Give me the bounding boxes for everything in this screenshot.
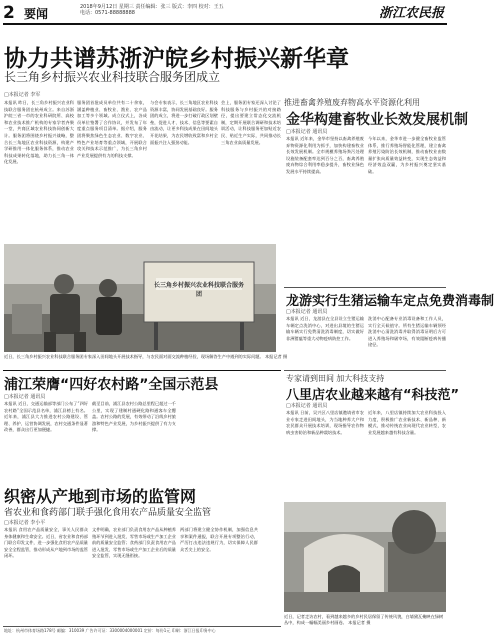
page-number: 2 bbox=[3, 3, 15, 23]
lead-headline: 协力共谱苏浙沪皖乡村振兴新华章 bbox=[4, 46, 349, 72]
lead-column-1: 本报讯 昨日，长三角乡村振兴农业科技联合服务团在杭州成立。来自苏浙沪皖三省一市的农业科研院所、高校和农业技术推广机构的专家学者齐聚一堂，共商区域农业科技协同创新大计。服务团将围绕乡村振兴战略，整合长三角地区农业科技资源，构建产学研推用一体化服务体系，推动农业科技成果转化落地，助力长三角一体化发展。 bbox=[4, 100, 74, 165]
bottom-left-byline: □本报记者 通讯员 bbox=[4, 394, 46, 400]
right-mid-byline: □本报记者 通讯员 bbox=[286, 309, 328, 315]
bottom-main-headline: 织密从产地到市场的监管网 bbox=[4, 487, 197, 506]
right-mid-column-2: 洗消中心配备专业消毒设备和工作人员，实行全天候值守。所有生猪运输车辆须经洗消中心清洗消毒并取得消毒证明后方可进入养殖场和屠宰场，有效阻断疫病传播途径。 bbox=[368, 316, 446, 348]
bottom-main-column-1: 本报讯 食用农产品质量安全，事关人民群众身体健康和生命安全。近日，省农业和食药部门联合印发文件，进一步强化食用农产品质量安全全程监管，推动形成从产地到市场的监管闭环。 bbox=[4, 527, 88, 559]
bottom-left-column-2: 截至目前，浦江县农村公路总里程已超过一千公里，实现了建制村通硬化路和通客车全覆盖。农村公路的发展，有效带动了沿线乡村旅游和特色产业发展，为乡村振兴提供了有力支撑。 bbox=[92, 401, 176, 433]
right-lower-kicker: 专家请到田间 加大科技支持 bbox=[286, 374, 385, 383]
lead-photo-caption: 近日，长三角乡村振兴农业科技联合服务团专家深入田间地头开展技术指导，与农民面对面交流种植经验，现场解答生产中遇到的实际问题。 本报记者 摄 bbox=[4, 354, 288, 359]
lead-photo bbox=[4, 244, 276, 352]
lead-subhead: 长三角乡村振兴农业科技联合服务团成立 bbox=[4, 70, 221, 84]
footer-info: 地址：杭州市体育场路178号 邮编：310039 广告许可证：3300004000001 定价：每份1元 印刷：浙江日报印务中心 bbox=[4, 628, 216, 633]
bottom-main-column-2: 文件明确，农业部门负责食用农产品从种植养殖环节到进入批发、零售市场或生产加工企业前的质量安全监管；食药部门负责食用农产品进入批发、零售市场或生产加工企业后的质量安全监管，实现无缝衔接。 bbox=[92, 527, 176, 559]
right-mid-headline: 龙游实行生猪运输车定点免费消毒制 bbox=[286, 294, 494, 309]
bottom-main-subhead: 省农业和食药部门联手强化食用农产品质量安全监管 bbox=[4, 507, 212, 517]
masthead: 浙江农民报 bbox=[378, 6, 444, 21]
bottom-main-column-3: 两部门将建立健全协作机制，加强信息共享和案件通报，联合开展专项整治行动，严厉打击违法违规行为，切实保障人民群众舌尖上的安全。 bbox=[180, 527, 258, 552]
right-top-column-2: 今年以来，金华市进一步健全畜牧业监管体系，推行养殖场智能化管理，建立畜禽养殖污染防治长效机制，推动畜牧业由数量扩张向质量效益转变，实现生态效益和经济效益双赢，为乡村振兴奠定坚实基础。 bbox=[368, 136, 446, 174]
right-top-headline: 金华构建畜牧业长效发展机制 bbox=[286, 112, 468, 128]
bottom-left-column-1: 本报讯 近日，交通运输部等部门公布了“四好农村路”全国示范县名单，浦江县榜上有名。近年来，浦江县大力推进农村公路建设、管理、养护、运营协调发展，农村交通条件显著改善，群众出行更加便捷。 bbox=[4, 401, 88, 433]
lead-column-4: 会上，服务团专家还深入讨论了科技服务与乡村振兴的对接路径，提出要建立常态化交流机制，定期开展联合调研和技术培训活动，让科技服务更加贴近农民、贴近生产实际，共同推动长三角农业高质量发展。 bbox=[221, 100, 281, 145]
bottom-left-headline: 浦江荣膺“四好农村路”全国示范县 bbox=[4, 377, 219, 393]
right-lower-byline: □本报记者 通讯员 bbox=[286, 403, 328, 409]
header-rule bbox=[3, 23, 447, 25]
footer-rule bbox=[3, 626, 281, 627]
bottom-main-byline: □本报记者 李小平 bbox=[4, 520, 46, 526]
section-title: 要闻 bbox=[24, 7, 49, 21]
right-lower-headline: 八里店农业越来越有“科技范” bbox=[286, 388, 460, 403]
bottom-rule bbox=[3, 370, 281, 371]
lead-column-3: 与会专家表示，长三角地区农业科技资源丰富，协同发展基础良好。服务团的成立，将进一步打破行政区划壁垒，促进人才、技术、信息等要素自由流动，让更多科技成果在田间地头开花结果，为农民增收致富和乡村全面振兴注入强劲动能。 bbox=[150, 100, 218, 145]
photo-sign-text: 长三角乡村振兴农业科技联合服务团 bbox=[154, 282, 245, 298]
lead-column-2: 服务团首批成员单位共有二十余家，涵盖种植业、畜牧业、渔业、农产品加工等多个领域。成立仪式上，各成员单位签署了合作协议，并发布了年度重点服务项目清单。据介绍，服务团将聚焦绿色生态农业、数字农业、特色产业培育等重点领域，开展联合攻关和技术示范推广，为长三角乡村产业发展提供有力的科技支撑。 bbox=[77, 100, 147, 158]
right-top-kicker: 推进畜禽养殖废弃物高水平资源化利用 bbox=[284, 98, 420, 107]
dateline: 2018年9月12日 星期三 责任编辑：张三 版式：李四 校对：王五 电话：0571-88888888 bbox=[80, 4, 224, 16]
right-divider-1 bbox=[284, 287, 446, 288]
right-lower-column-1: 本报讯 日前，吴兴区八里店镇邀请省市农业专家走进田间地头，为当地种养大户和农民群众开展技术培训，现场指导农作物病虫害防治和新品种栽培技术。 bbox=[286, 410, 364, 435]
lead-photo-illustration bbox=[4, 244, 276, 352]
right-top-byline: □本报记者 通讯员 bbox=[286, 129, 328, 135]
right-top-column-1: 本报讯 近年来，金华市坚持以畜禽养殖废弃物资源化利用为抓手，加快构建畜牧业长效发展机制。全市规模养殖场粪污处理设施装备配套率达到百分之百，畜禽养殖废弃物综合利用率稳步提升，畜牧业绿色发展水平持续提高。 bbox=[286, 136, 364, 174]
right-mid-column-1: 本报讯 近日，龙游县在全县设立生猪运输车辆定点洗消中心，对进出县境的生猪运输车辆实行免费清洗消毒制度，切实做好非洲猪瘟等重大动物疫病防控工作。 bbox=[286, 316, 364, 341]
right-lower-column-2: 近年来，八里店镇持续加大农业科技投入力度，积极推广农业新技术、新品种、新模式，推动传统农业向现代农业转型，农业发展越来越有科技含量。 bbox=[368, 410, 446, 435]
bottom-right-photo-illustration bbox=[284, 502, 446, 612]
bottom-photo-caption: 近日，记者走访农村，看到越来越多的乡村民居保留了传统风貌，白墙黛瓦掩映在绿树丛中，构成一幅幅美丽乡村画卷。 本报记者 摄 bbox=[284, 614, 444, 625]
lead-byline: □本报记者 李军 bbox=[4, 92, 41, 98]
bottom-right-photo bbox=[284, 502, 446, 612]
right-divider-2 bbox=[284, 370, 446, 371]
